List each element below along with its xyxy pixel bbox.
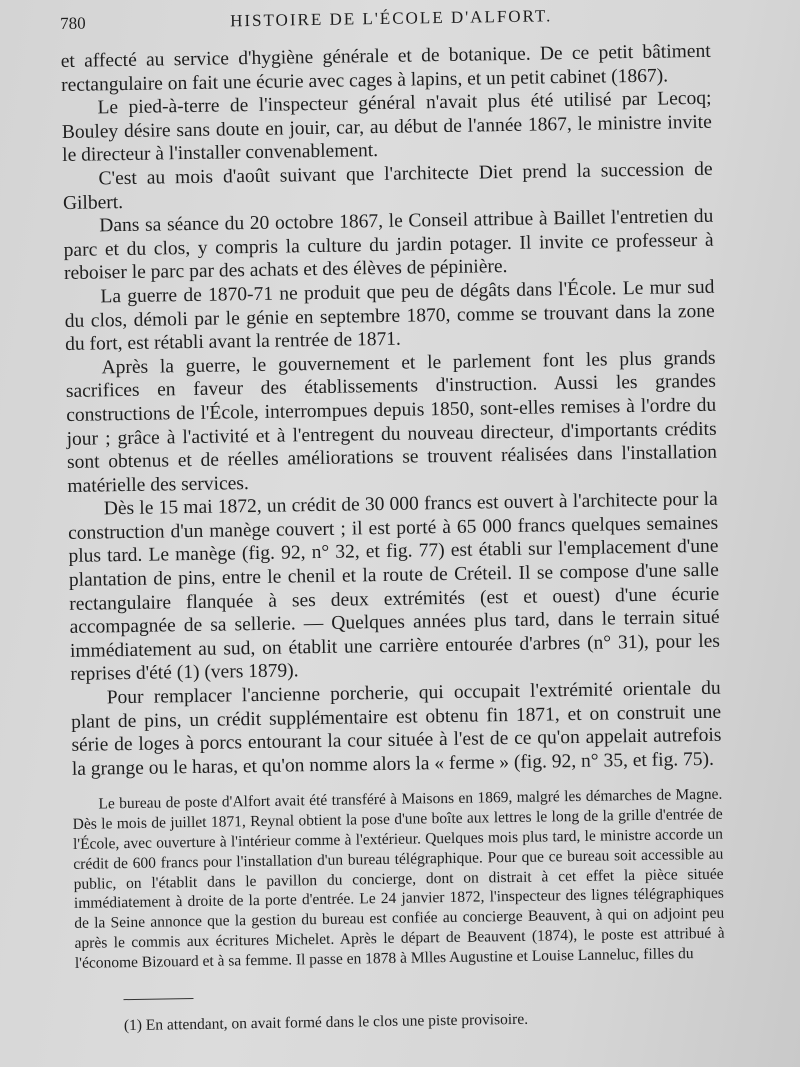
footnote-divider — [123, 998, 193, 1000]
small-print-note: Le bureau de poste d'Alfort avait été transféré à Maisons en 1869, malgré les démarches de Magne. Dès le mois de juillet 1871, Reynal obtient la pose d'une boîte aux lettres le long de la grille d'entrée de l'École, avec ouverture à l'intérieur comme à l'extérieur. Quelques mois plus tard, le ministre accorde un crédit de 600 francs pour l'installation d'un bureau télégraphique. Pour que ce bureau soit accessible au public, on l'établit dans le pavillon du concierge, dont on distrait à cet effet la pièce située immédiatement à droite de la porte d'entrée. Le 24 janvier 1872, l'inspecteur des lignes télégraphiques de la Seine annonce que la gestion du bureau est confiée au concierge Beauvent, à qui on adjoint peu après le commis aux écritures Michelet. Après le départ de Beauvent (1874), le poste est attribué à l'économe Bizouard et à sa femme. Il passe en 1878 à Mlles Augustine et Louise Lanneluc, filles du — [72, 786, 725, 972]
paragraph: La guerre de 1870-71 ne produit que peu de dégâts dans l'École. Le mur sud du clos, démoli par le génie en septembre 1870, comme se trouvant dans la zone du fort, est rétabli avant la rentrée de 1871. — [64, 276, 715, 356]
running-title: HISTOIRE DE L'ÉCOLE D'ALFORT. — [229, 6, 553, 31]
paragraph: C'est au mois d'août suivant que l'architecte Diet prend la succession de Gilbert. — [62, 158, 713, 214]
footnote: (1) En attendant, on avait formé dans le clos une piste provisoire. — [123, 1010, 529, 1034]
paragraph: Dans sa séance du 20 octobre 1867, le Conseil attribue à Baillet l'entretien du parc et du clos, y compris la culture du jardin potager. Il invite ce professeur à reboiser le parc par des achats et des élèves de pépinière. — [63, 205, 714, 285]
paragraph: Le pied-à-terre de l'inspecteur général n'avait plus été utilisé par Lecoq; Bouley désire sans doute en jouir, car, au début de l'année 1867, le ministre invite le directeur à l'installer convenablement. — [61, 87, 712, 167]
page-number: 780 — [60, 13, 86, 33]
paragraph: et affecté au service d'hygiène générale et de botanique. De ce petit bâtiment rectangulaire on fait une écurie avec cages à lapins, et un petit cabinet (1867). — [60, 40, 711, 96]
paragraph: Après la guerre, le gouvernement et le parlement font les plus grands sacrifices en faveur des établissements d'instruction. Aussi les grandes constructions de l'École, interrompues depuis 1850, sont-elles remises à l'ordre du jour ; grâce à l'activité et à l'entregent du nouveau directeur, d'importants crédits sont obtenus et de réelles améliorations se trouvent réalisées dans l'installation matérielle des services. — [65, 347, 718, 497]
paragraph: Dès le 15 mai 1872, un crédit de 30 000 francs est ouvert à l'architecte pour la construction d'un manège couvert ; il est porté à 65 000 francs quelques semaines plus tard. Le manège (fig. 92, n° 32, et fig. 77) est établi sur l'emplacement d'une plantation de pins, entre le chenil et la route de Créteil. Il se compose d'une salle rectangulaire flanquée à ses deux extrémités (est et ouest) d'une écurie accompagnée de sa sellerie. — Quelques années plus tard, dans le terrain situé immédiatement au sud, on établit une carrière entourée d'arbres (n° 31), pour les reprises d'été (1) (vers 1879). — [67, 489, 721, 686]
paragraph: Pour remplacer l'ancienne porcherie, qui occupait l'extrémité orientale du plant de pins, un crédit supplémentaire est obtenu fin 1871, et on construit une série de loges à porcs entourant la cour située à l'est de ce qu'on appelait autrefois la grange ou le haras, et qu'on nomme alors la « ferme » (fig. 92, n° 35, et fig. 75). — [70, 677, 722, 780]
page-content — [60, 4, 726, 1037]
